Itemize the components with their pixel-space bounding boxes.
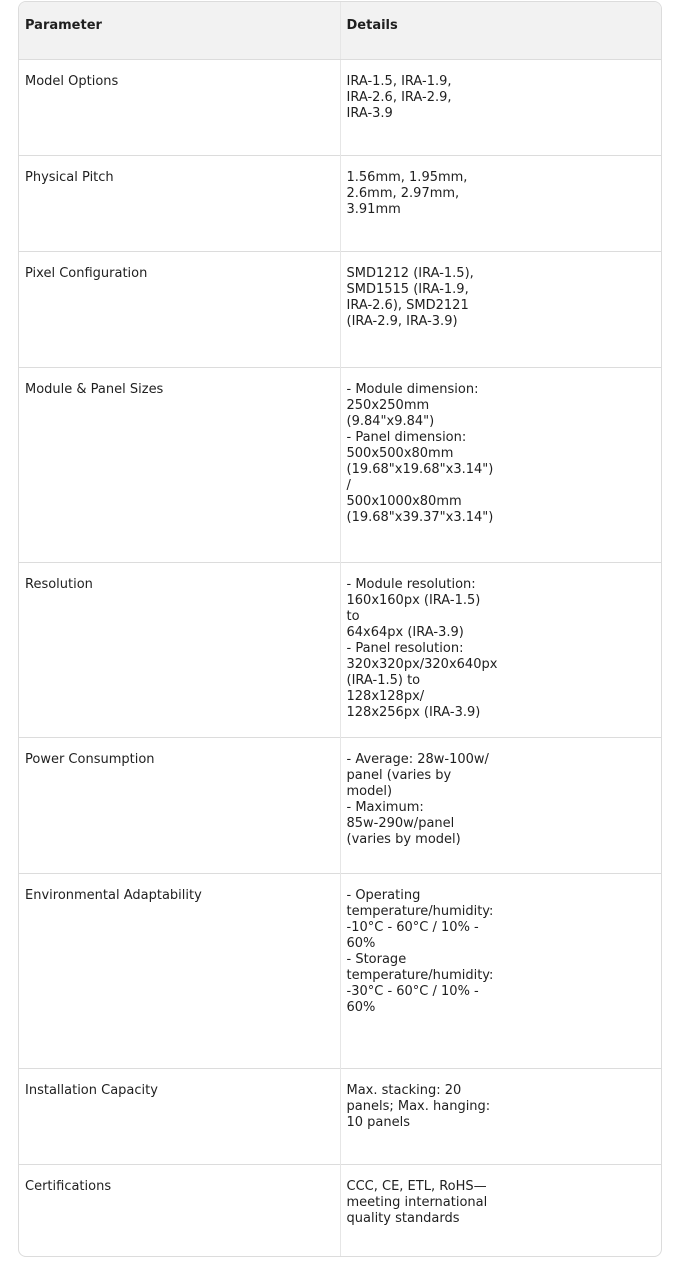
table-row [19,367,661,562]
table-row [19,251,661,367]
cell-parameter: Installation Capacity [19,1068,340,1164]
cell-parameter: Resolution [19,562,340,737]
table-row [19,59,661,155]
header-details: Details [340,2,661,59]
cell-details: - Module resolution: 160x160px (IRA-1.5) to 64x64px (IRA-3.9) - Panel resolution: 320x320px/320x640px (IRA-1.5) to 128x128px/ 128x256px (IRA-3.9) [346,576,498,720]
cell-details: - Operating temperature/humidity: -10°C - 60°C / 10% - 60% - Storage temperature/humidity: -30°C - 60°C / 10% - 60% [346,887,494,1015]
cell-parameter: Module & Panel Sizes [19,367,340,562]
cell-details: 1.56mm, 1.95mm, 2.6mm, 2.97mm, 3.91mm [346,169,468,217]
spec-table-container [18,1,662,1257]
table-header-row [19,2,661,59]
spec-table [19,2,661,1256]
table-row [19,737,661,873]
cell-details: Max. stacking: 20 panels; Max. hanging: 10 panels [346,1082,491,1130]
cell-parameter: Environmental Adaptability [19,873,340,1068]
table-row [19,873,661,1068]
cell-details: SMD1212 (IRA-1.5), SMD1515 (IRA-1.9, IRA-2.6), SMD2121 (IRA-2.9, IRA-3.9) [346,265,474,329]
table-row [19,1068,661,1164]
cell-parameter: Pixel Configuration [19,251,340,367]
cell-parameter: Model Options [19,59,340,155]
cell-details: - Average: 28w-100w/ panel (varies by model) - Maximum: 85w-290w/panel (varies by model) [346,751,489,847]
cell-details: - Module dimension: 250x250mm (9.84"x9.84") - Panel dimension: 500x500x80mm (19.68"x19.68"x3.14") / 500x1000x80mm (19.68"x39.37"x3.14") [346,381,494,525]
header-parameter: Parameter [19,2,340,59]
table-row [19,1164,661,1256]
table-row [19,562,661,737]
cell-parameter: Physical Pitch [19,155,340,251]
cell-parameter: Certifications [19,1164,340,1256]
cell-parameter: Power Consumption [19,737,340,873]
table-row [19,155,661,251]
cell-details: IRA-1.5, IRA-1.9, IRA-2.6, IRA-2.9, IRA-3.9 [346,73,452,121]
cell-details: CCC, CE, ETL, RoHS— meeting international quality standards [346,1178,488,1226]
